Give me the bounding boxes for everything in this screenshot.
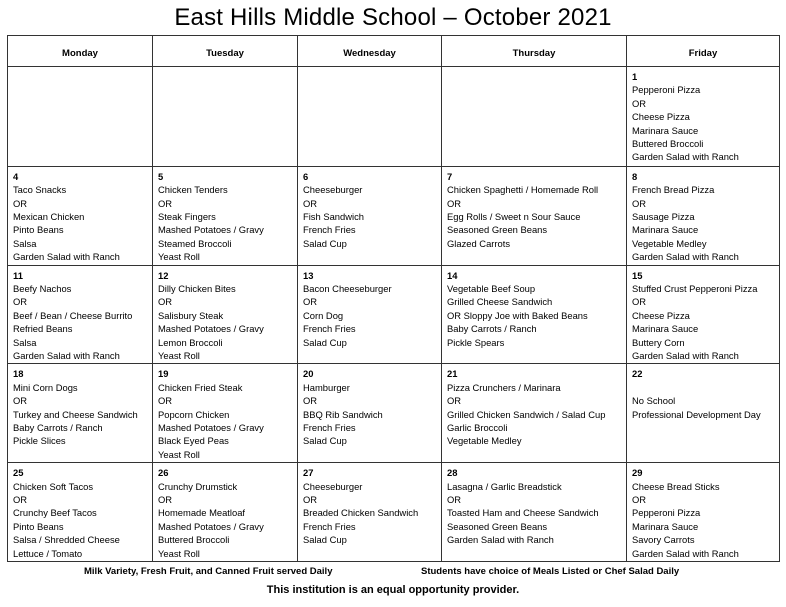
menu-item: Salad Cup [303, 336, 347, 348]
menu-item: Cheeseburger [303, 184, 363, 196]
footer-daily-note: Milk Variety, Fresh Fruit, and Canned Fruit served Daily [84, 566, 333, 577]
menu-item: Taco Snacks [13, 184, 67, 196]
day-cell [627, 67, 780, 167]
footer-choice-note: Students have choice of Meals Listed or Chef Salad Daily [421, 566, 680, 577]
menu-item: OR [447, 197, 462, 209]
day-cell-content [442, 463, 626, 546]
menu-item: Lemon Broccoli [158, 336, 223, 348]
menu-item: Garden Salad with Ranch [632, 151, 739, 163]
menu-item: OR [13, 494, 28, 505]
menu-item: Turkey and Cheese Sandwich [13, 408, 138, 420]
menu-item: Buttered Broccoli [158, 534, 230, 546]
header-wednesday: Wednesday [298, 36, 442, 67]
menu-item: Chicken Soft Tacos [13, 480, 94, 492]
menu-item: Crunchy Drumstick [158, 480, 238, 492]
day-cell [442, 67, 627, 167]
menu-item: Egg Rolls / Sweet n Sour Sauce [447, 211, 581, 223]
day-number: 6 [303, 170, 309, 182]
day-cell [442, 166, 627, 265]
day-cell-content [153, 167, 297, 264]
menu-item: Steak Fingers [158, 211, 216, 223]
day-cell-content [8, 266, 152, 363]
menu-item: Crunchy Beef Tacos [13, 507, 97, 519]
day-cell-content [8, 67, 152, 70]
menu-item: Garden Salad with Ranch [13, 251, 120, 263]
menu-item: Salsa [13, 336, 37, 348]
menu-item: Beef / Bean / Cheese Burrito [13, 309, 133, 321]
menu-item: Toasted Ham and Cheese Sandwich [447, 507, 599, 519]
menu-item: Savory Carrots [632, 534, 695, 546]
day-cell [8, 166, 153, 265]
day-cell-content [627, 167, 779, 264]
menu-item: OR [447, 494, 462, 505]
menu-item: Garden Salad with Ranch [447, 534, 554, 546]
menu-item: Mexican Chicken [13, 211, 85, 223]
day-cell [298, 67, 442, 167]
menu-item: Seasoned Green Beans [447, 224, 548, 236]
menu-item: OR Sloppy Joe with Baked Beans [447, 309, 588, 321]
day-cell-content [298, 266, 441, 349]
menu-item: Dilly Chicken Bites [158, 283, 236, 294]
day-number: 12 [158, 269, 169, 281]
menu-item: Pepperoni Pizza [632, 84, 701, 96]
menu-item: Steamed Broccoli [158, 237, 232, 249]
menu-item: Black Eyed Peas [158, 435, 229, 447]
day-cell-content [153, 364, 297, 461]
menu-item: Cheese Pizza [632, 309, 690, 321]
menu-item: Chicken Tenders [158, 184, 228, 196]
menu-item: OR [632, 296, 647, 308]
menu-item: Vegetable Beef Soup [447, 283, 536, 294]
menu-item: Grilled Chicken Sandwich / Salad Cup [447, 408, 606, 420]
day-cell-content [627, 266, 779, 363]
menu-item: OR [303, 197, 318, 209]
menu-item: Buttery Corn [632, 336, 685, 348]
day-number: 8 [632, 170, 638, 182]
menu-item: OR [158, 395, 173, 407]
day-number: 22 [632, 368, 643, 380]
day-cell-content [442, 364, 626, 447]
menu-item: Baby Carrots / Ranch [13, 422, 103, 434]
menu-item: Popcorn Chicken [158, 408, 230, 420]
menu-item: Fish Sandwich [303, 211, 364, 223]
menu-item: BBQ Rib Sandwich [303, 408, 383, 420]
menu-item: Cheeseburger [303, 480, 363, 492]
day-cell-content [8, 167, 152, 264]
menu-item: OR [158, 197, 173, 209]
menu-item: OR [13, 395, 28, 407]
menu-item: Cheese Pizza [632, 111, 690, 123]
menu-item: Pizza Crunchers / Marinara [447, 381, 561, 393]
menu-item: Marinara Sauce [632, 323, 699, 335]
weekday-header-row [8, 36, 780, 67]
menu-item: Grilled Cheese Sandwich [447, 296, 553, 308]
day-cell [8, 265, 153, 364]
day-cell [153, 265, 298, 364]
day-cell-content [627, 67, 779, 164]
menu-item: Breaded Chicken Sandwich [303, 507, 419, 519]
menu-item: Salad Cup [303, 237, 347, 249]
day-cell [627, 463, 780, 562]
week-row [8, 364, 780, 463]
menu-item: Lasagna / Garlic Breadstick [447, 480, 562, 492]
day-cell-content [298, 364, 441, 447]
menu-item: Pinto Beans [13, 224, 64, 236]
menu-item: Salad Cup [303, 534, 347, 546]
header-thursday: Thursday [442, 36, 627, 67]
menu-item: Vegetable Medley [447, 435, 522, 447]
day-number: 26 [158, 467, 169, 479]
header-tuesday: Tuesday [153, 36, 298, 67]
menu-item: Sausage Pizza [632, 211, 695, 223]
menu-item: OR [303, 395, 318, 407]
day-cell [298, 265, 442, 364]
week-row [8, 166, 780, 265]
day-cell [153, 67, 298, 167]
day-cell [627, 265, 780, 364]
menu-item: Yeast Roll [158, 448, 200, 460]
menu-item: Beefy Nachos [13, 283, 72, 294]
day-cell-content [153, 463, 297, 560]
day-cell-content [153, 266, 297, 363]
day-cell [627, 364, 780, 463]
menu-item: Professional Development Day [632, 408, 761, 420]
menu-item: OR [303, 494, 318, 505]
menu-item: Salsa [13, 237, 37, 249]
menu-item: OR [632, 197, 647, 209]
menu-item: Pepperoni Pizza [632, 507, 701, 519]
menu-item: Pickle Spears [447, 336, 505, 348]
menu-item: OR [447, 395, 462, 407]
day-cell-content [442, 266, 626, 349]
menu-item: Garlic Broccoli [447, 422, 508, 434]
menu-item: Marinara Sauce [632, 520, 699, 532]
menu-item: Salad Cup [303, 435, 347, 447]
day-cell [298, 364, 442, 463]
day-cell-content [8, 364, 152, 447]
menu-item: Chicken Fried Steak [158, 381, 243, 393]
menu-item: Baby Carrots / Ranch [447, 323, 537, 335]
menu-item: OR [632, 97, 647, 109]
day-cell [442, 463, 627, 562]
day-cell-content [298, 167, 441, 250]
menu-item: French Fries [303, 422, 356, 434]
menu-item: Yeast Roll [158, 251, 200, 263]
footer-equal-opportunity: This institution is an equal opportunity provider. [266, 584, 520, 596]
menu-item: Salisbury Steak [158, 309, 224, 321]
menu-item [632, 381, 775, 394]
day-cell-content [627, 364, 779, 421]
day-cell-content [442, 167, 626, 250]
menu-item: OR [158, 296, 173, 308]
day-number: 20 [303, 368, 314, 380]
day-cell-content [8, 463, 152, 560]
menu-item: Seasoned Green Beans [447, 520, 548, 532]
menu-item: Garden Salad with Ranch [632, 251, 739, 263]
menu-item: Garden Salad with Ranch [632, 350, 739, 362]
day-number: 5 [158, 170, 164, 182]
day-cell [298, 463, 442, 562]
week-row [8, 67, 780, 167]
menu-item: Hamburger [303, 381, 350, 393]
menu-item: Pickle Slices [13, 435, 66, 447]
day-cell [8, 364, 153, 463]
day-cell [442, 364, 627, 463]
menu-item: Salsa / Shredded Cheese [13, 534, 120, 546]
menu-item: OR [632, 494, 647, 505]
day-cell [153, 364, 298, 463]
menu-item: Garden Salad with Ranch [632, 547, 739, 559]
menu-item: French Fries [303, 520, 356, 532]
day-number: 1 [632, 71, 638, 82]
menu-item: No School [632, 395, 676, 407]
menu-item: Mashed Potatoes / Gravy [158, 422, 264, 434]
menu-item: Stuffed Crust Pepperoni Pizza [632, 283, 758, 294]
menu-item: Mashed Potatoes / Gravy [158, 323, 264, 335]
menu-item: Marinara Sauce [632, 224, 699, 236]
menu-item: Yeast Roll [158, 350, 200, 362]
day-cell-content [298, 463, 441, 546]
menu-item: OR [303, 296, 318, 308]
week-row [8, 265, 780, 364]
menu-item: Mini Corn Dogs [13, 381, 78, 393]
header-friday: Friday [627, 36, 780, 67]
day-number: 18 [13, 368, 24, 380]
menu-item: Pinto Beans [13, 520, 64, 532]
day-cell [153, 463, 298, 562]
menu-item: Mashed Potatoes / Gravy [158, 520, 264, 532]
menu-item: Homemade Meatloaf [158, 507, 246, 519]
day-number: 11 [13, 269, 23, 281]
menu-item: Yeast Roll [158, 547, 200, 559]
day-cell-content [627, 463, 779, 560]
menu-calendar [7, 35, 780, 562]
menu-item: Glazed Carrots [447, 237, 511, 249]
menu-item: Chicken Spaghetti / Homemade Roll [447, 184, 599, 196]
day-number: 27 [303, 467, 314, 479]
menu-item: French Fries [303, 224, 356, 236]
menu-item: Garden Salad with Ranch [13, 350, 120, 362]
menu-item: Bacon Cheeseburger [303, 283, 392, 294]
menu-item: Refried Beans [13, 323, 73, 335]
menu-item: Corn Dog [303, 309, 344, 321]
day-number: 13 [303, 269, 314, 281]
day-cell [298, 166, 442, 265]
week-row [8, 463, 780, 562]
day-cell [627, 166, 780, 265]
day-cell [8, 67, 153, 167]
day-cell-content [442, 67, 626, 70]
day-number: 21 [447, 368, 458, 380]
day-cell [153, 166, 298, 265]
day-number: 28 [447, 467, 458, 479]
day-number: 7 [447, 170, 453, 182]
day-number: 4 [13, 170, 19, 182]
menu-item: Marinara Sauce [632, 124, 699, 136]
day-number: 29 [632, 467, 643, 479]
day-cell-content [153, 67, 297, 70]
day-number: 25 [13, 467, 24, 479]
page-title: East Hills Middle School – October 2021 [174, 4, 612, 31]
header-monday: Monday [8, 36, 153, 67]
day-number: 15 [632, 269, 643, 281]
menu-item: OR [13, 296, 28, 308]
menu-item: Lettuce / Tomato [13, 547, 83, 559]
menu-item: Mashed Potatoes / Gravy [158, 224, 264, 236]
menu-item: Buttered Broccoli [632, 138, 704, 150]
menu-item: French Fries [303, 323, 356, 335]
calendar-body [8, 67, 780, 562]
day-cell [8, 463, 153, 562]
menu-item: OR [13, 197, 28, 209]
day-number: 19 [158, 368, 169, 380]
day-number: 14 [447, 269, 458, 281]
menu-item: OR [158, 494, 173, 505]
day-cell-content [298, 67, 441, 70]
menu-item: French Bread Pizza [632, 184, 715, 196]
menu-item: Vegetable Medley [632, 237, 707, 249]
menu-item: Cheese Bread Sticks [632, 480, 720, 492]
day-cell [442, 265, 627, 364]
